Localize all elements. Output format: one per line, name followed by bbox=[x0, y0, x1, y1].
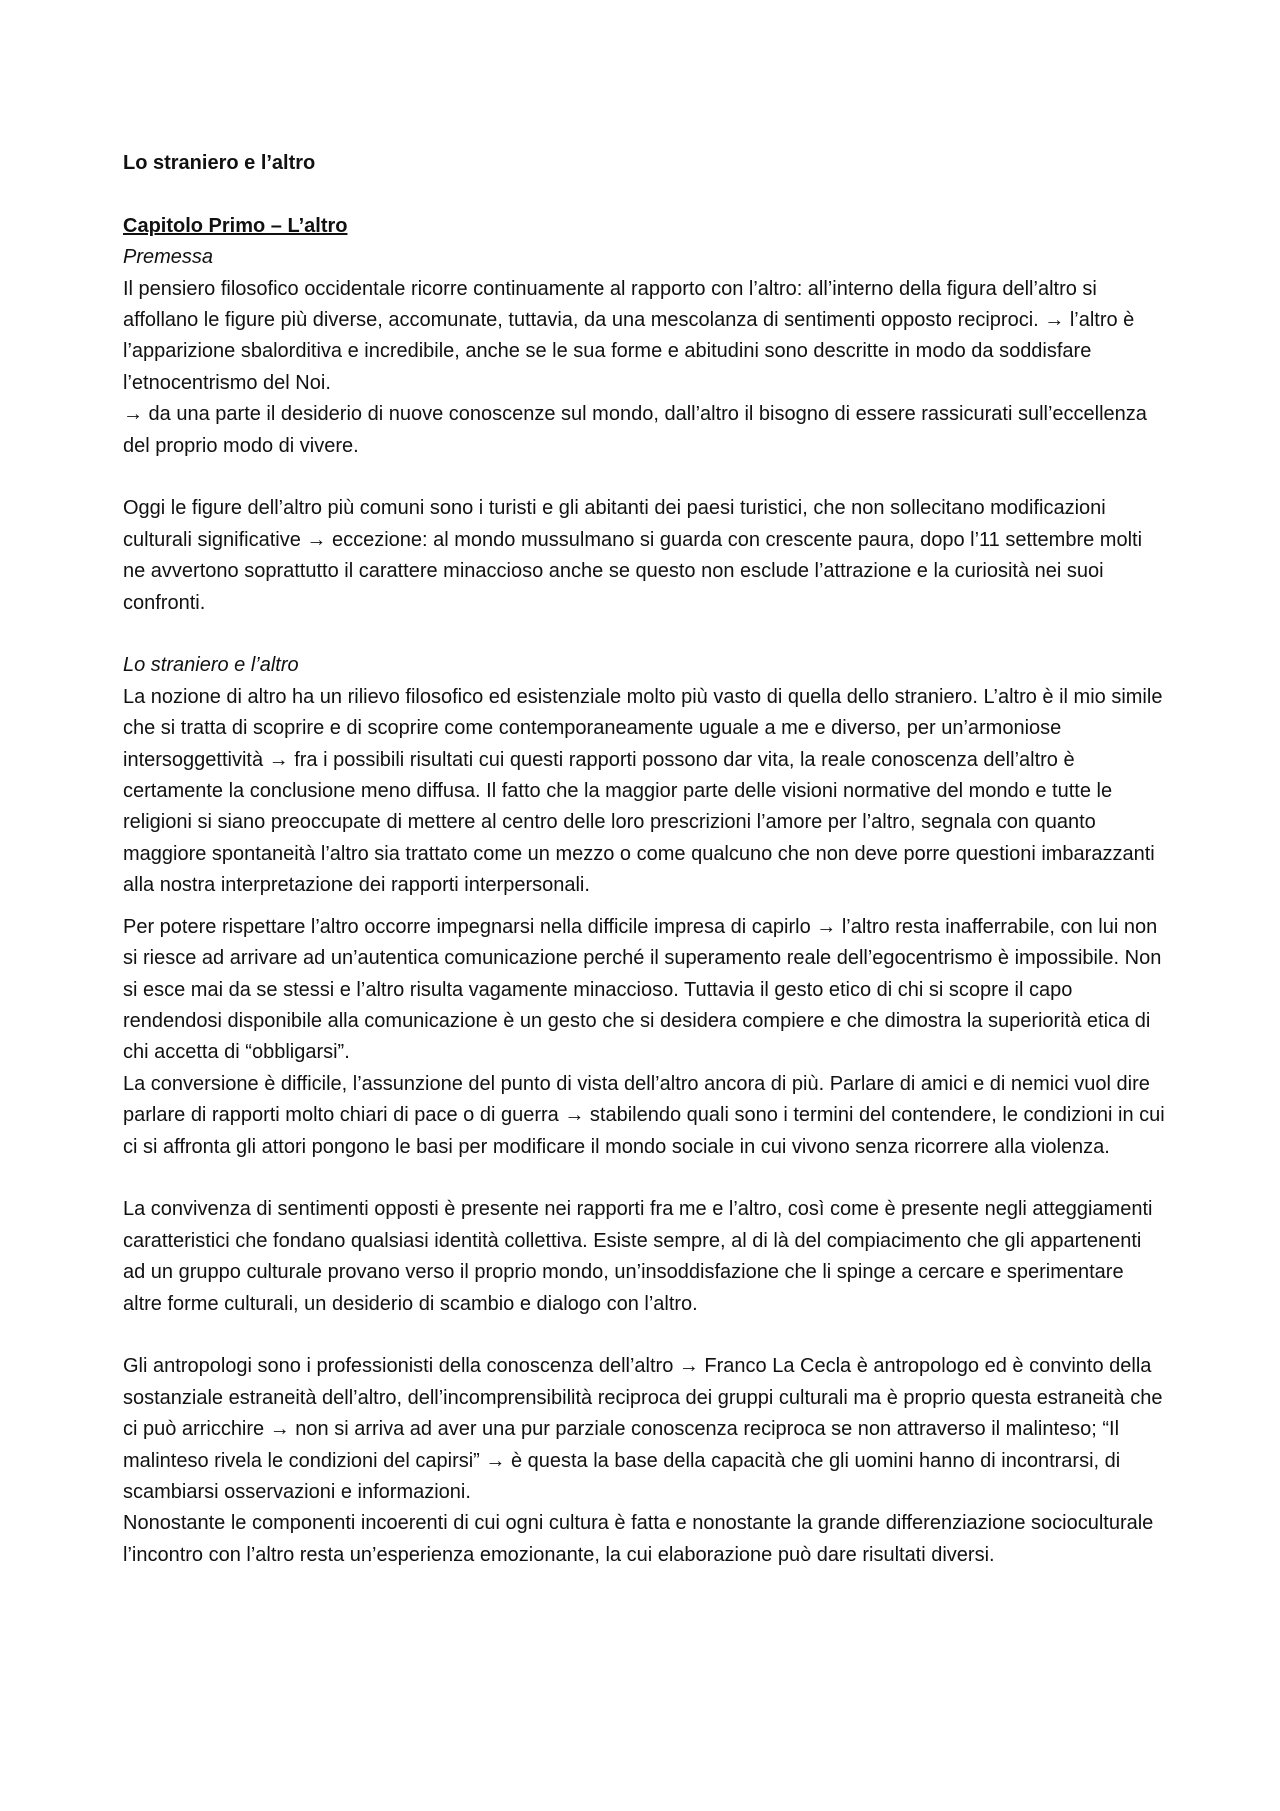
paragraph-spacer bbox=[123, 1320, 1168, 1351]
paragraph-spacer bbox=[123, 1163, 1168, 1194]
paragraph: Nonostante le componenti incoerenti di cui ogni cultura è fatta e nonostante la grande differenziazione socioculturale l’incontro con l’altro resta un’esperienza emozionante, la cui elaborazione può dare risultati diversi. bbox=[123, 1512, 1154, 1566]
paragraph: Per potere rispettare l’altro occorre impegnarsi nella difficile impresa di capirlo → l’altro resta inafferrabile, con lui non si riesce ad arrivare ad un’autentica comunicazione perché il superamento reale dell’egocentrismo è impossibile. Non si esce mai da se stessi e l’altro risulta vagamente minaccioso. Tuttavia il gesto etico di chi si scopre il capo rendendosi disponibile alla comunicazione è un gesto che si desidera compiere e che dimostra la superiorità etica di chi accetta di “obbligarsi”. bbox=[123, 915, 1162, 1064]
paragraph-spacer bbox=[123, 619, 1168, 650]
paragraph: La nozione di altro ha un rilievo filosofico ed esistenziale molto più vasto di quella dello straniero. L’altro è il mio simile che si tratta di scoprire e di scoprire come contemporaneamente uguale a me e diverso, per un’armoniose intersoggettività → fra i possibili risultati cui questi rapporti possono dar vita, la reale conoscenza dell’altro è certamente la conclusione meno diffusa. Il fatto che la maggior parte delle visioni normative del mondo e tutte le religioni si siano preoccupate di mettere al centro delle loro prescrizioni l’amore per l’altro, segnala con quanto maggiore spontaneità l’altro sia trattato come un mezzo o come qualcuno che non deve porre questioni imbarazzanti alla nostra interpretazione dei rapporti interpersonali. bbox=[123, 685, 1163, 897]
document-page bbox=[123, 148, 1168, 1571]
paragraph: Il pensiero filosofico occidentale ricorre continuamente al rapporto con l’altro: all’interno della figura dell’altro si affollano le figure più diverse, accomunate, tuttavia, da una mescolanza di sentimenti opposto reciproci. → l’altro è l’apparizione sbalorditiva e incredibile, anche se le sua forme e abitudini sono descritte in modo da soddisfare l’etnocentrismo del Noi. bbox=[123, 277, 1135, 394]
paragraph: Oggi le figure dell’altro più comuni sono i turisti e gli abitanti dei paesi turistici, che non sollecitano modificazioni culturali significative → eccezione: al mondo mussulmano si guarda con crescente paura, dopo l’11 settembre molti ne avvertono soprattutto il carattere minaccioso anche se questo non esclude l’attrazione e la curiosità nei suoi confronti. bbox=[123, 497, 1143, 614]
paragraph: La convivenza di sentimenti opposti è presente nei rapporti fra me e l’altro, così come è presente negli atteggiamenti caratteristici che fondano qualsiasi identità collettiva. Esiste sempre, al di là del compiacimento che gli appartenenti ad un gruppo culturale provano verso il proprio mondo, un’insoddisfazione che li spinge a cercare e sperimentare altre forme culturali, un desiderio di scambio e dialogo con l’altro. bbox=[123, 1198, 1153, 1315]
section-heading-straniero: Lo straniero e l’altro bbox=[123, 654, 299, 677]
paragraph-spacer bbox=[123, 462, 1168, 493]
paragraph: Gli antropologi sono i professionisti della conoscenza dell’altro → Franco La Cecla è antropologo ed è convinto della sostanziale estraneità dell’altro, dell’incomprensibilità reciproca dei gruppi culturali ma è proprio questa estraneità che ci può arricchire → non si arriva ad aver una pur parziale conoscenza reciproca se non attraverso il malinteso; “Il malinteso rivela le condizioni del capirsi” → è questa la base della capacità che gli uomini hanno di incontrarsi, di scambiarsi osservazioni e informazioni. bbox=[123, 1355, 1163, 1503]
chapter-title: Capitolo Primo – L’altro bbox=[123, 214, 348, 237]
section-heading-premessa: Premessa bbox=[123, 246, 214, 269]
paragraph-spacer bbox=[123, 902, 1168, 912]
document-title: Lo straniero e l’altro bbox=[123, 152, 316, 174]
paragraph: La conversione è difficile, l’assunzione del punto di vista dell’altro ancora di più. Parlare di amici e di nemici vuol dire parlare di rapporti molto chiari di pace o di guerra → stabilendo quali sono i termini del contendere, le condizioni in cui ci si affronta gli attori pongono le basi per modificare il mondo sociale in cui vivono senza ricorrere alla violenza. bbox=[123, 1072, 1165, 1158]
paragraph: → da una parte il desiderio di nuove conoscenze sul mondo, dall’altro il bisogno di essere rassicurati sull’eccellenza del proprio modo di vivere. bbox=[123, 403, 1147, 457]
